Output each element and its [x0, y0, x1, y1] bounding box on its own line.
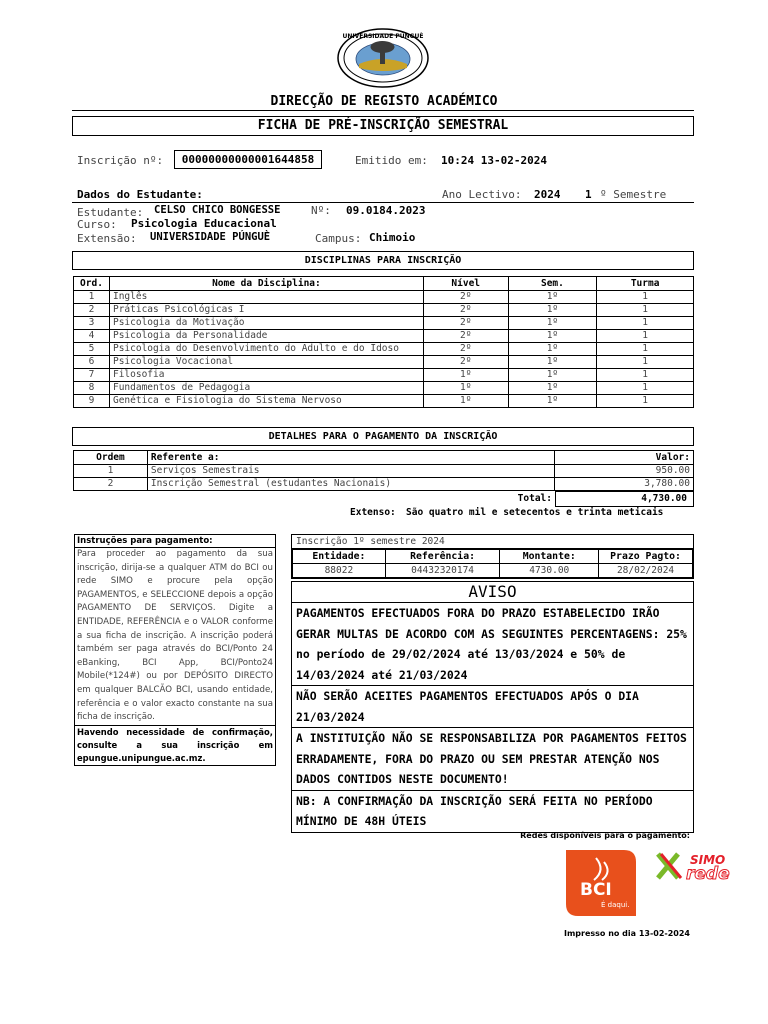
col-sem: Sem.	[508, 277, 597, 291]
svg-text:UNIVERSIDADE PÚNGUÈ: UNIVERSIDADE PÚNGUÈ	[342, 33, 424, 40]
disciplina-sem: 1º	[508, 343, 597, 356]
emitido-value: 10:24 13-02-2024	[441, 154, 547, 167]
bci-logo-text: BCI	[580, 880, 612, 900]
disciplina-ord: 1	[74, 291, 110, 304]
disciplina-row	[74, 369, 694, 382]
disciplina-nome: Psicologia da Personalidade	[109, 330, 423, 343]
disciplina-nome: Genética e Fisiologia do Sistema Nervoso	[109, 395, 423, 408]
col-referente: Referente a:	[147, 451, 554, 465]
disciplina-nivel: 2º	[423, 356, 508, 369]
montante-header: Montante:	[500, 550, 599, 564]
estudante-label: Estudante:	[77, 206, 144, 219]
disciplina-ord: 5	[74, 343, 110, 356]
inscricao-number: 00000000000001644858	[174, 150, 322, 169]
disciplina-row	[74, 304, 694, 317]
simo-logo-text: SIMO	[690, 853, 726, 867]
aviso-title: AVISO	[292, 582, 693, 603]
impresso-date: Impresso no dia 13-02-2024	[563, 929, 690, 938]
extensao-value: UNIVERSIDADE PÚNGUÈ	[150, 231, 271, 243]
aviso-paragraph-2: NÃO SERÃO ACEITES PAGAMENTOS EFECTUADOS APÓS O DIA 21/03/2024	[292, 686, 693, 728]
pagamento-row	[74, 478, 694, 491]
aviso-box	[291, 581, 694, 833]
pagamento-header-row	[74, 451, 694, 465]
disciplinas-title: DISCIPLINAS PARA INSCRIÇÃO	[72, 251, 694, 270]
pagamento-valor: 950.00	[555, 465, 694, 478]
disciplina-nome: Psicologia do Desenvolvimento do Adulto e do Idoso	[109, 343, 423, 356]
disciplina-nivel: 1º	[423, 369, 508, 382]
disciplina-turma: 1	[597, 369, 694, 382]
disciplina-row	[74, 291, 694, 304]
disciplinas-header-row	[74, 277, 694, 291]
disciplina-sem: 1º	[508, 330, 597, 343]
disciplina-nome: Fundamentos de Pedagogia	[109, 382, 423, 395]
total-label: Total:	[517, 493, 552, 504]
curso-label: Curso:	[77, 218, 117, 231]
referencia-header: Referência:	[385, 550, 500, 564]
redes-label: Redes disponíveis para o pagamento:	[520, 831, 690, 840]
disciplina-turma: 1	[597, 356, 694, 369]
aviso-paragraph-1: PAGAMENTOS EFECTUADOS FORA DO PRAZO ESTABELECIDO IRÃO GERAR MULTAS DE ACORDO COM AS SEGUINTES PERCENTAGENS: 25% no período de 29/02/2024 até 13/03/2024 e 50% de 14/03/2024 até 21/03/2024	[292, 603, 693, 686]
disciplina-nivel: 1º	[423, 395, 508, 408]
col-turma: Turma	[597, 277, 694, 291]
pagamento-referente: Serviços Semestrais	[147, 465, 554, 478]
disciplina-nome: Inglês	[109, 291, 423, 304]
col-valor: Valor:	[555, 451, 694, 465]
disciplina-sem: 1º	[508, 356, 597, 369]
col-ordem: Ordem	[74, 451, 148, 465]
curso-value: Psicologia Educacional	[131, 217, 277, 230]
prazo-value: 28/02/2024	[599, 564, 693, 578]
extenso-label: Extenso:	[350, 507, 396, 518]
disciplina-nome: Psicologia Vocacional	[109, 356, 423, 369]
emitido-label: Emitido em:	[355, 154, 428, 167]
bci-logo-tagline: É daqui.	[601, 901, 630, 909]
rede-logo-text: rede	[686, 864, 730, 882]
disciplina-turma: 1	[597, 330, 694, 343]
semestre-label: º Semestre	[600, 188, 667, 201]
disciplina-ord: 2	[74, 304, 110, 317]
estudante-value: CELSO CHICO BONGESSE	[154, 204, 281, 216]
pagamento-table	[73, 450, 694, 491]
department-title: DIRECÇÃO DE REGISTO ACADÉMICO	[270, 94, 498, 109]
extensao-label: Extensão:	[77, 232, 137, 245]
referencia-box	[291, 534, 694, 579]
university-seal-logo	[337, 28, 429, 88]
campus-label: Campus:	[315, 232, 362, 245]
disciplina-row	[74, 356, 694, 369]
disciplina-ord: 4	[74, 330, 110, 343]
disciplina-nivel: 1º	[423, 382, 508, 395]
disciplina-sem: 1º	[508, 304, 597, 317]
pagamento-title: DETALHES PARA O PAGAMENTO DA INSCRIÇÃO	[72, 427, 694, 446]
numero-label: Nº:	[311, 204, 331, 217]
header-rule	[72, 110, 694, 111]
numero-value: 09.0184.2023	[346, 204, 426, 217]
student-rule	[72, 202, 694, 203]
prazo-header: Prazo Pagto:	[599, 550, 693, 564]
disciplina-nivel: 2º	[423, 343, 508, 356]
disciplina-turma: 1	[597, 291, 694, 304]
student-section-label: Dados do Estudante:	[77, 188, 203, 201]
pagamento-row	[74, 465, 694, 478]
instrucoes-box	[74, 534, 276, 766]
referencia-table	[292, 549, 693, 578]
campus-value: Chimoio	[369, 231, 416, 244]
disciplina-sem: 1º	[508, 291, 597, 304]
disciplina-turma: 1	[597, 304, 694, 317]
referencia-caption: Inscrição 1º semestre 2024	[292, 535, 693, 549]
pagamento-valor: 3,780.00	[555, 478, 694, 491]
disciplina-nivel: 2º	[423, 304, 508, 317]
aviso-paragraph-4: NB: A CONFIRMAÇÃO DA INSCRIÇÃO SERÁ FEITA NO PERÍODO MÍNIMO DE 48H ÚTEIS	[296, 793, 653, 828]
bci-logo	[566, 850, 636, 916]
ano-lectivo-label: Ano Lectivo:	[442, 188, 522, 201]
disciplina-ord: 6	[74, 356, 110, 369]
disciplina-sem: 1º	[508, 395, 597, 408]
total-value: 4,730.00	[555, 491, 694, 507]
disciplina-nivel: 2º	[423, 291, 508, 304]
disciplina-turma: 1	[597, 382, 694, 395]
entidade-value: 88022	[293, 564, 386, 578]
disciplina-nome: Psicologia da Motivação	[109, 317, 423, 330]
disciplina-nivel: 2º	[423, 317, 508, 330]
disciplina-row	[74, 330, 694, 343]
disciplina-ord: 3	[74, 317, 110, 330]
instrucoes-title: Instruções para pagamento:	[75, 535, 275, 548]
disciplina-row	[74, 382, 694, 395]
semestre-number: 1	[585, 188, 592, 201]
form-title: FICHA DE PRÉ-INSCRIÇÃO SEMESTRAL	[72, 116, 694, 136]
col-nome: Nome da Disciplina:	[109, 277, 423, 291]
pagamento-referente: Inscrição Semestral (estudantes Nacionais)	[147, 478, 554, 491]
disciplina-sem: 1º	[508, 382, 597, 395]
referencia-value: 04432320174	[385, 564, 500, 578]
col-ord: Ord.	[74, 277, 110, 291]
disciplina-nome: Filosofia	[109, 369, 423, 382]
entidade-header: Entidade:	[293, 550, 386, 564]
instrucoes-body: Para proceder ao pagamento da sua inscrição, dirija-se a qualquer ATM do BCI ou rede SIMO e procure pela opção PAGAMENTOS, e SELECCIONE depois a opção PAGAMENTO DE SERVIÇOS. Digite a ENTIDADE, REFERÊNCIA e o VALOR conforme a sua ficha de inscrição. A inscrição poderá também ser paga através do BCI/Ponto 24 eBanking, BCI App, BCI/Ponto24 Mobile(*124#) ou por DEPÓSITO DIRECTO em qualquer BALCÃO BCI, usando entidade, referência e o valor exacto constante na sua ficha de inscrição.	[77, 549, 273, 723]
disciplina-turma: 1	[597, 395, 694, 408]
disciplina-nivel: 2º	[423, 330, 508, 343]
disciplina-ord: 7	[74, 369, 110, 382]
extenso-value: São quatro mil e setecentos e trinta meticais	[406, 507, 664, 518]
disciplina-row	[74, 317, 694, 330]
disciplina-turma: 1	[597, 343, 694, 356]
pagamento-ordem: 1	[74, 465, 148, 478]
disciplina-nome: Práticas Psicológicas I	[109, 304, 423, 317]
inscricao-label: Inscrição nº:	[77, 154, 164, 167]
disciplina-sem: 1º	[508, 317, 597, 330]
disciplina-ord: 8	[74, 382, 110, 395]
aviso-paragraph-3: A INSTITUIÇÃO NÃO SE RESPONSABILIZA POR PAGAMENTOS FEITOS ERRADAMENTE, FORA DO PRAZO OU SEM PRESTAR ATENÇÃO NOS DADOS CONTIDOS NESTE DOCUMENTO!	[292, 728, 693, 791]
disciplina-turma: 1	[597, 317, 694, 330]
simo-rede-logo	[656, 850, 748, 882]
disciplinas-table	[73, 276, 694, 408]
disciplina-ord: 9	[74, 395, 110, 408]
disciplina-row	[74, 395, 694, 408]
instrucoes-footer: Havendo necessidade de confirmação, consulte a sua inscrição em epungue.unipungue.ac.mz.	[77, 726, 273, 763]
col-nivel: Nível	[423, 277, 508, 291]
ano-lectivo-value: 2024	[534, 188, 561, 201]
pagamento-ordem: 2	[74, 478, 148, 491]
disciplina-sem: 1º	[508, 369, 597, 382]
montante-value: 4730.00	[500, 564, 599, 578]
disciplina-row	[74, 343, 694, 356]
